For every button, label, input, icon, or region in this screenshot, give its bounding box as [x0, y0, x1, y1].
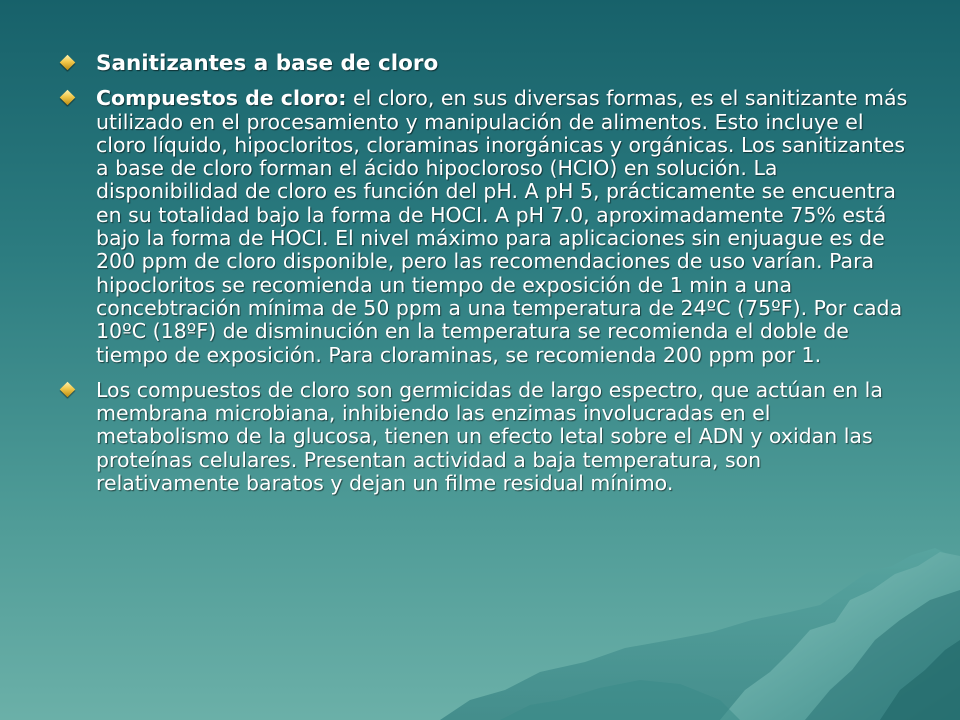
- diamond-bullet-icon: [58, 52, 96, 68]
- diamond-bullet-icon: [58, 87, 96, 103]
- bullet-body: Los compuestos de cloro son germicidas de largo espectro, que actúan en la membrana microbiana, inhibiendo las enzimas involucradas en el metabolismo de la glucosa, tienen un efecto letal sobre el ADN y oxidan las proteínas celulares. Presentan actividad a baja temperatura, son relativamente baratos y dejan un filme residual mínimo.: [96, 377, 883, 496]
- bullet-lead: Compuestos de cloro:: [96, 86, 347, 111]
- bullet-item-germicidas: [58, 379, 908, 495]
- slide-heading: Sanitizantes a base de cloro: [96, 51, 439, 76]
- bullet-item-compuestos: [58, 87, 908, 367]
- diamond-bullet-icon: [58, 379, 96, 395]
- bullet-paragraph: [96, 87, 908, 367]
- bullet-body: el cloro, en sus diversas formas, es el sanitizante más utilizado en el procesamiento y manipulación de alimentos. Esto incluye el cloro líquido, hipocloritos, cloraminas inorgánicas y orgánicas. Los sanitizantes a base de cloro forman el ácido hipocloroso (HCIO) en solución. La disponibilidad de cloro es función del pH. A pH 5, prácticamente se encuentra en su totalidad bajo la forma de HOCI. A pH 7.0, aproximadamente 75% está bajo la forma de HOCI. El nivel máximo para aplicaciones sin enjuague es de 200 ppm de cloro disponible, pero las recomendaciones de uso varían. Para hipocloritos se recomienda un tiempo de exposición de 1 min a una concebtración mínima de 50 ppm a una temperatura de 24ºC (75ºF). Por cada 10ºC (18ºF) de disminución en la temperatura se recomienda el doble de tiempo de exposición. Para cloraminas, se recomienda 200 ppm por 1.: [96, 86, 908, 367]
- slide-content: [58, 52, 908, 507]
- bullet-item-title: [58, 52, 908, 75]
